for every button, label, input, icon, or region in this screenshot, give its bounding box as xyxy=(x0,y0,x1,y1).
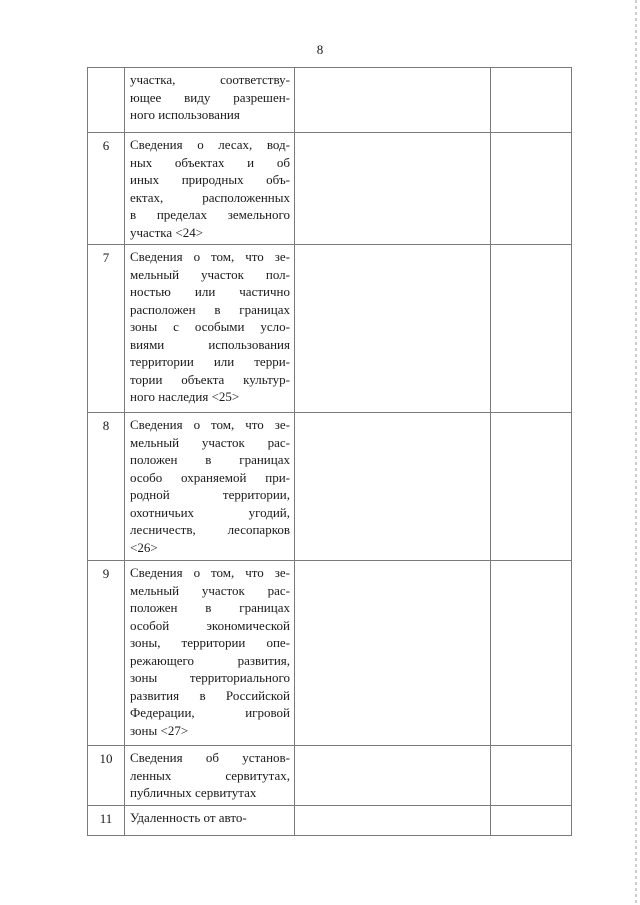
description-line: режающего развития, xyxy=(130,652,290,668)
description-line: территории или терри- xyxy=(130,354,290,369)
description-line: Сведения о том, что зе- xyxy=(130,249,290,264)
description-line: зоны с особыми усло- xyxy=(130,319,290,334)
description-line: виями использования xyxy=(130,336,290,352)
scan-edge-artifact xyxy=(635,0,637,905)
description-line: <26> xyxy=(130,539,158,555)
row-description xyxy=(125,805,295,835)
description-line: особо охраняемой при- xyxy=(130,469,290,485)
empty-value-cell xyxy=(295,68,491,133)
empty-note-cell xyxy=(491,68,572,133)
row-number: 9 xyxy=(88,561,125,746)
document-table xyxy=(87,67,572,836)
description-line: родной территории, xyxy=(130,487,290,502)
description-line: ленных сервитутах, xyxy=(130,767,290,783)
description-line: положен в границах xyxy=(130,452,290,467)
empty-note-cell xyxy=(491,746,572,806)
description-line: Федерации, игровой xyxy=(130,705,290,720)
empty-value-cell xyxy=(295,561,491,746)
description-line: участка, соответству- xyxy=(130,72,290,87)
description-line: охотничьих угодий, xyxy=(130,504,290,520)
empty-note-cell xyxy=(491,133,572,245)
row-number: 6 xyxy=(88,133,125,245)
description-line: Сведения о том, что зе- xyxy=(130,565,290,580)
description-line: развития в Российской xyxy=(130,687,290,703)
description-line: Сведения о лесах, вод- xyxy=(130,137,290,152)
table-row xyxy=(88,805,572,835)
empty-value-cell xyxy=(295,746,491,806)
table-row xyxy=(88,746,572,806)
description-line: мельный участок рас- xyxy=(130,582,290,598)
empty-value-cell xyxy=(295,133,491,245)
description-line: тории объекта культур- xyxy=(130,371,290,387)
row-number: 7 xyxy=(88,245,125,413)
description-line: зоны <27> xyxy=(130,722,189,738)
description-line: публичных сервитутах xyxy=(130,785,257,800)
table-row xyxy=(88,133,572,245)
description-line: мельный участок пол- xyxy=(130,266,290,282)
empty-value-cell xyxy=(295,413,491,561)
description-line: ющее виду разрешен- xyxy=(130,89,290,105)
empty-value-cell xyxy=(295,245,491,413)
row-number: 11 xyxy=(88,805,125,835)
row-description xyxy=(125,245,295,413)
description-line: зоны территориального xyxy=(130,670,290,685)
description-line: ного наследия <25> xyxy=(130,389,240,404)
empty-note-cell xyxy=(491,245,572,413)
row-description xyxy=(125,68,295,133)
description-line: ностью или частично xyxy=(130,284,290,299)
empty-value-cell xyxy=(295,805,491,835)
row-number xyxy=(88,68,125,133)
row-number: 10 xyxy=(88,746,125,806)
table-row xyxy=(88,68,572,133)
description-line: особой экономической xyxy=(130,617,290,633)
description-line: Сведения о том, что зе- xyxy=(130,417,290,432)
empty-note-cell xyxy=(491,561,572,746)
table-row xyxy=(88,561,572,746)
row-description xyxy=(125,413,295,561)
description-line: Удаленность от авто- xyxy=(130,809,247,825)
empty-note-cell xyxy=(491,413,572,561)
description-line: лесничеств, лесопарков xyxy=(130,522,290,537)
table-row xyxy=(88,413,572,561)
row-description xyxy=(125,746,295,806)
description-line: ного использования xyxy=(130,107,240,122)
description-line: в пределах земельного xyxy=(130,207,290,222)
row-description xyxy=(125,561,295,746)
page-number: 8 xyxy=(316,42,324,57)
description-line: Сведения об установ- xyxy=(130,750,290,765)
description-line: иных природных объ- xyxy=(130,172,290,187)
row-number: 8 xyxy=(88,413,125,561)
description-line: ных объектах и об xyxy=(130,154,290,170)
description-line: мельный участок рас- xyxy=(130,434,290,450)
row-description xyxy=(125,133,295,245)
table-row xyxy=(88,245,572,413)
empty-note-cell xyxy=(491,805,572,835)
description-line: ектах, расположенных xyxy=(130,189,290,205)
description-line: зоны, территории опе- xyxy=(130,635,290,650)
description-line: участка <24> xyxy=(130,224,204,240)
description-line: расположен в границах xyxy=(130,301,290,317)
description-line: положен в границах xyxy=(130,600,290,615)
